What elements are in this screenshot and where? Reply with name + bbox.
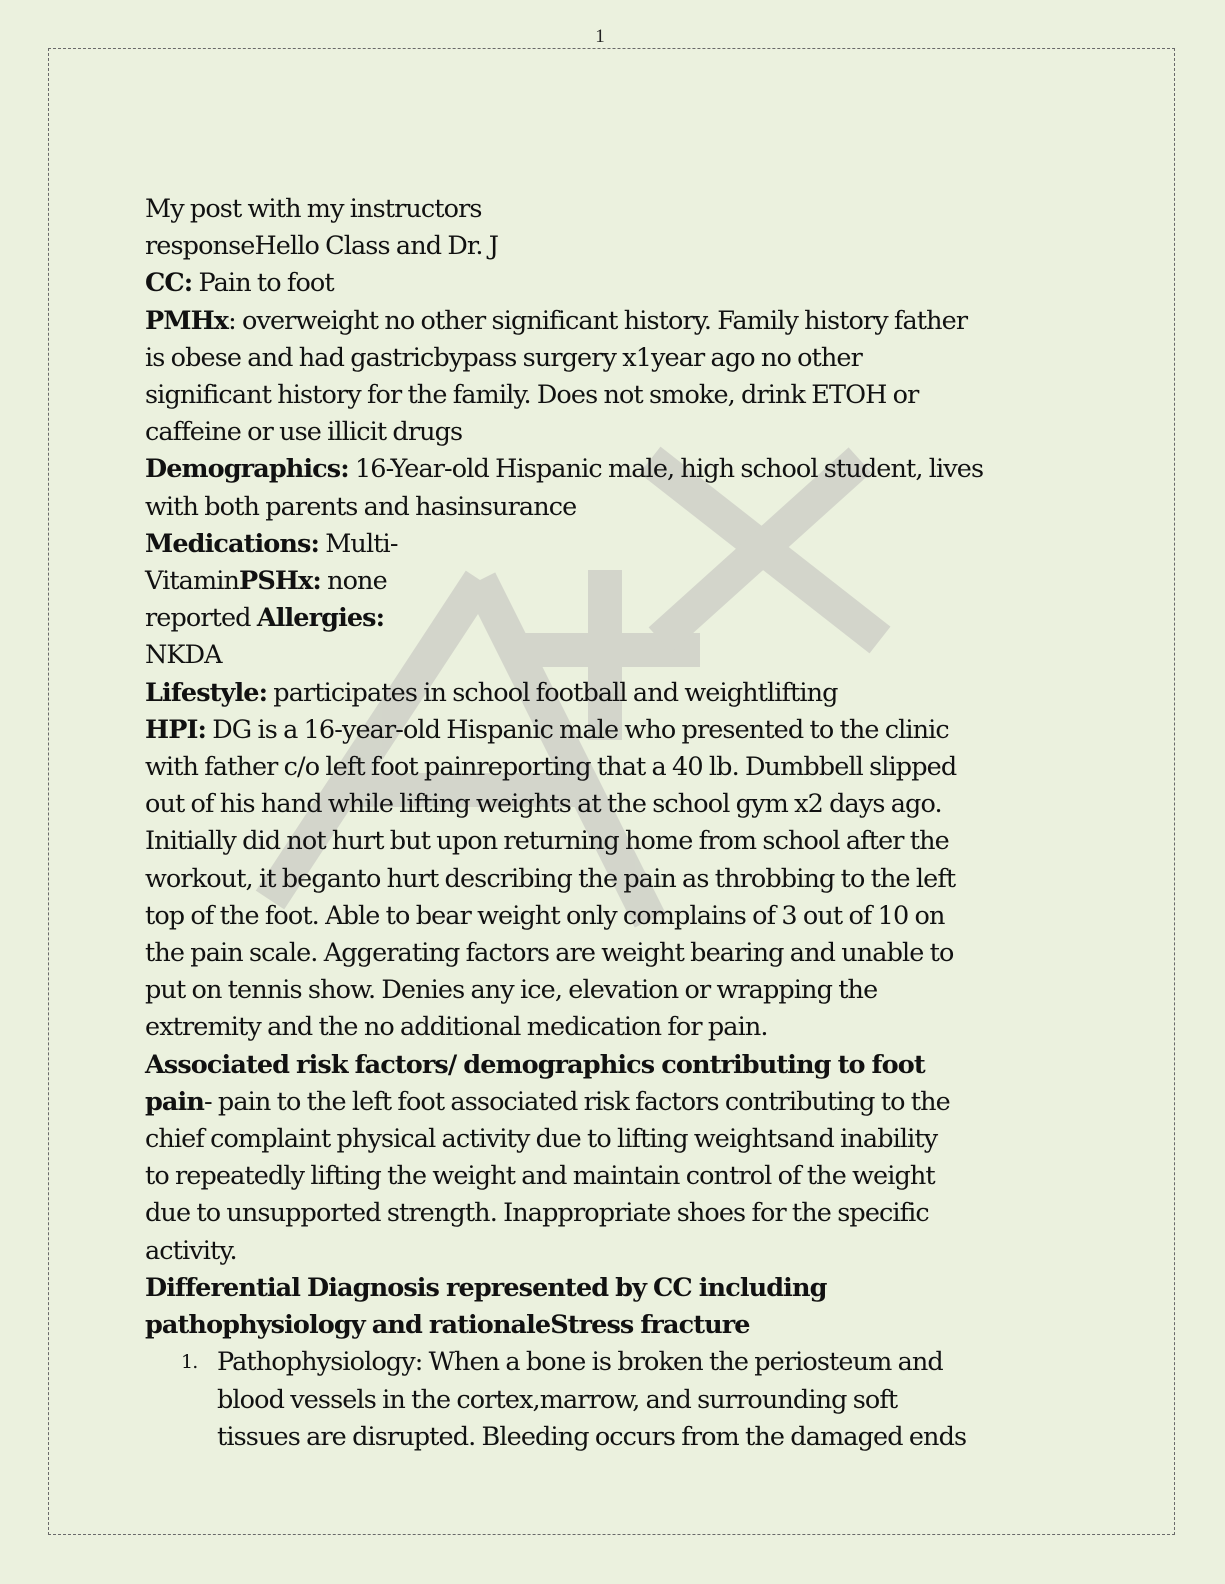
differential-heading xyxy=(145,1270,1095,1307)
list-line: tissues are disrupted. Bleeding occurs from the damaged ends xyxy=(217,1421,967,1452)
page-number: 1 xyxy=(595,26,605,47)
document-body xyxy=(145,191,1095,1456)
lifestyle-label: Lifestyle: xyxy=(145,677,268,708)
risk-line: to repeatedly lifting the weight and maintain control of the weight xyxy=(145,1161,935,1192)
pshx-label: PSHx: xyxy=(239,566,321,597)
allergies-line xyxy=(145,600,1095,637)
lifestyle-text: participates in school football and weightlifting xyxy=(267,677,838,708)
differential-label: pathophysiology and rationaleStress fracture xyxy=(145,1310,750,1341)
hpi-line: extremity and the no additional medication for pain. xyxy=(145,1012,768,1043)
list-item xyxy=(145,1344,1095,1456)
risk-line: due to unsupported strength. Inappropriate shoes for the specific xyxy=(145,1198,929,1229)
differential-heading xyxy=(145,1307,1095,1344)
allergies-label: Allergies: xyxy=(256,603,385,634)
hpi-line: put on tennis show. Denies any ice, elevation or wrapping the xyxy=(145,975,878,1006)
hpi-line xyxy=(145,712,1095,749)
hpi-label: HPI: xyxy=(145,714,207,745)
pmhx-line: caffeine or use illicit drugs xyxy=(145,417,463,448)
list-line: blood vessels in the cortex,marrow, and surrounding soft xyxy=(217,1384,898,1415)
hpi-line: top of the foot. Able to bear weight only complains of 3 out of 10 on xyxy=(145,900,945,931)
medications-line xyxy=(145,526,1095,563)
pmhx-text: : overweight no other significant history. Family history father xyxy=(228,305,968,336)
risk-label: Associated risk factors/ demographics contributing to foot xyxy=(145,1049,925,1080)
pmhx-label: PMHx xyxy=(145,305,229,336)
pmhx-line: is obese and had gastricbypass surgery x1year ago no other xyxy=(145,342,862,373)
demographics-text: 16-Year-old Hispanic male, high school student, lives xyxy=(348,454,984,485)
pmhx-line xyxy=(145,303,1095,340)
vitamin-text: Vitamin xyxy=(145,566,240,597)
risk-line: chief complaint physical activity due to lifting weightsand inability xyxy=(145,1124,938,1155)
intro-line: My post with my instructors xyxy=(145,194,482,224)
list-number: 1. xyxy=(181,1351,198,1374)
cc-text: Pain to foot xyxy=(192,268,334,299)
nkda-line: NKDA xyxy=(145,640,222,671)
pmhx-line: significant history for the family. Does not smoke, drink ETOH or xyxy=(145,380,919,411)
demographics-line: with both parents and hasinsurance xyxy=(145,491,577,522)
medications-text: Multi- xyxy=(319,528,398,559)
pshx-line xyxy=(145,563,1095,600)
hpi-line: Initially did not hurt but upon returning home from school after the xyxy=(145,826,949,857)
reported-text: reported xyxy=(145,603,257,634)
cc-line xyxy=(145,265,1095,302)
lifestyle-line xyxy=(145,675,1095,712)
risk-heading xyxy=(145,1047,1095,1084)
hpi-line: the pain scale. Aggerating factors are weight bearing and unable to xyxy=(145,938,954,969)
differential-label: Differential Diagnosis represented by CC including xyxy=(145,1272,827,1303)
risk-line xyxy=(145,1084,1095,1121)
demographics-line xyxy=(145,451,1095,488)
hpi-line: workout, it beganto hurt describing the pain as throbbing to the left xyxy=(145,863,956,894)
hpi-line: out of his hand while lifting weights at the school gym x2 days ago. xyxy=(145,789,942,820)
hpi-line: with father c/o left foot painreporting that a 40 lb. Dumbbell slipped xyxy=(145,752,957,783)
risk-label-pain: pain xyxy=(145,1086,204,1117)
risk-text: - pain to the left foot associated risk factors contributing to the xyxy=(203,1086,950,1117)
risk-line: activity. xyxy=(145,1235,237,1266)
cc-label: CC: xyxy=(145,268,193,299)
list-line: Pathophysiology: When a bone is broken the periosteum and xyxy=(217,1347,943,1378)
intro-line: responseHello Class and Dr. J xyxy=(145,231,499,262)
hpi-text: DG is a 16-year-old Hispanic male who presented to the clinic xyxy=(206,714,949,745)
demographics-label: Demographics: xyxy=(145,454,349,485)
pshx-text: none xyxy=(320,566,387,597)
medications-label: Medications: xyxy=(145,528,320,559)
